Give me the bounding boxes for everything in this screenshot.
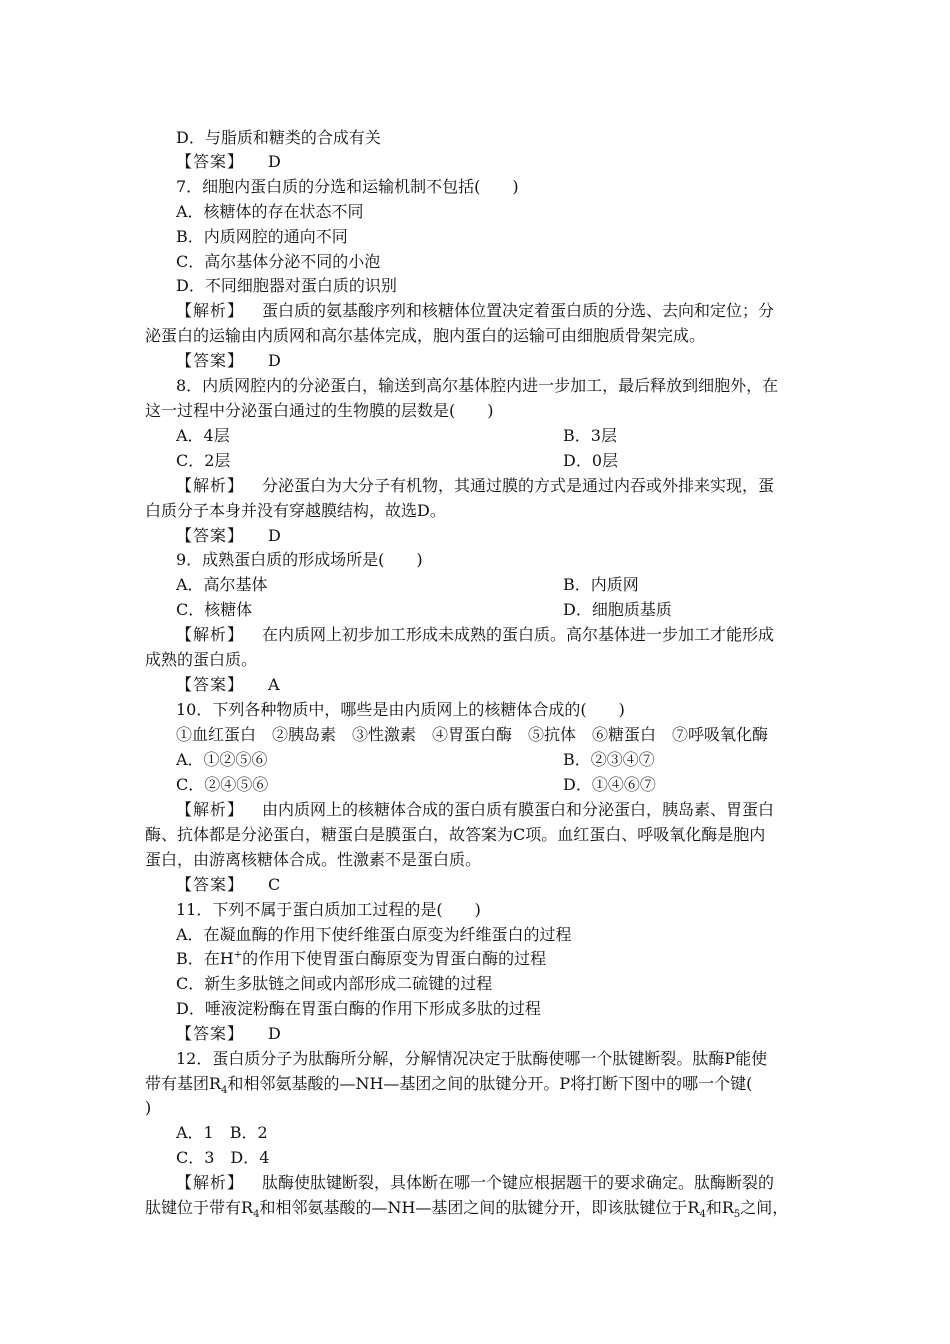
answer-10 <box>176 875 280 895</box>
answer-value: D <box>268 152 281 171</box>
question-9: 9．成熟蛋白质的形成场所是( ) <box>176 550 423 569</box>
q12-post: 和相邻氨基酸的—NH—基团之间的肽键分开。P将打断下图中的哪一个键( <box>227 1074 753 1093</box>
analysis-12-cont <box>145 1198 789 1221</box>
analysis-7 <box>176 301 774 321</box>
superscript-plus: + <box>233 949 243 961</box>
answer-value: D <box>268 526 281 545</box>
option-7a: A．核糖体的存在状态不同 <box>176 202 364 221</box>
analysis-tag: 【解析】 <box>176 301 245 320</box>
option-11b-pre: B．在H <box>176 949 234 968</box>
question-12-cont <box>145 1074 753 1097</box>
option-9d: D．细胞质基质 <box>563 600 672 619</box>
a12-and: 和R <box>705 1198 734 1217</box>
question-12-paren: ) <box>145 1098 152 1117</box>
options-12cd: C．3 D．4 <box>176 1148 270 1167</box>
analysis-10-cont2: 蛋白，由游离核糖体合成。性激素不是蛋白质。 <box>145 850 482 869</box>
option-7d: D．不同细胞器对蛋白质的识别 <box>176 276 397 295</box>
answer-tag: 【答案】 <box>176 526 245 545</box>
analysis-7-cont: 泌蛋白的运输由内质网和高尔基体完成，胞内蛋白的运输可由细胞质骨架完成。 <box>145 326 706 345</box>
analysis-text: 在内质网上初步加工形成未成熟的蛋白质。高尔基体进一步加工才能形成 <box>262 625 775 644</box>
option-8b: B．3层 <box>563 426 617 445</box>
analysis-10 <box>176 800 774 820</box>
answer-tag: 【答案】 <box>176 675 245 694</box>
question-8: 8．内质网腔内的分泌蛋白，输送到高尔基体腔内进一步加工，最后释放到细胞外，在 <box>176 376 779 395</box>
analysis-10-cont: 酶、抗体都是分泌蛋白，糖蛋白是膜蛋白，故答案为C项。血红蛋白、呼吸氧化酶是胞内 <box>145 825 766 844</box>
answer-value: C <box>268 875 281 894</box>
question-10-items: ①血红蛋白 ②胰岛素 ③性激素 ④胃蛋白酶 ⑤抗体 ⑥糖蛋白 ⑦呼吸氧化酶 <box>176 725 769 744</box>
answer-7 <box>176 351 281 371</box>
question-8-cont: 这一过程中分泌蛋白通过的生物膜的层数是( ) <box>145 401 494 420</box>
question-10: 10．下列各种物质中，哪些是由内质网上的核糖体合成的( ) <box>176 700 625 719</box>
subscript-4: 4 <box>253 1209 260 1221</box>
option-7c: C．高尔基体分泌不同的小泡 <box>176 252 381 271</box>
q12-pre: 带有基团R <box>145 1074 222 1093</box>
option-8a: A．4层 <box>176 426 230 445</box>
analysis-text: 分泌蛋白为大分子有机物，其通过膜的方式是通过内吞或外排来实现，蛋 <box>262 476 775 495</box>
option-10d: D．①④⑥⑦ <box>563 775 656 794</box>
option-9a: A．高尔基体 <box>176 575 268 594</box>
analysis-8-cont: 白质分子本身并没有穿越膜结构，故选D。 <box>145 501 446 520</box>
answer-tag: 【答案】 <box>176 875 245 894</box>
analysis-tag: 【解析】 <box>176 800 245 819</box>
option-8d: D．0层 <box>563 451 619 470</box>
analysis-tag: 【解析】 <box>176 476 245 495</box>
analysis-text: 蛋白质的氨基酸序列和核糖体位置决定着蛋白质的分选、去向和定位；分 <box>262 301 775 320</box>
subscript-4: 4 <box>221 1085 228 1097</box>
option-9c: C．核糖体 <box>176 600 253 619</box>
answer-value: D <box>268 351 281 370</box>
answer-9 <box>176 675 280 695</box>
option-10a: A．①②⑤⑥ <box>176 750 268 769</box>
analysis-9-cont: 成熟的蛋白质。 <box>145 650 258 669</box>
analysis-text: 由内质网上的核糖体合成的蛋白质有膜蛋白和分泌蛋白，胰岛素、胃蛋白 <box>262 800 775 819</box>
subscript-4: 4 <box>699 1209 706 1221</box>
answer-tag: 【答案】 <box>176 351 245 370</box>
subscript-5: 5 <box>733 1209 741 1221</box>
option-10b: B．②③④⑦ <box>563 750 655 769</box>
option-9b: B．内质网 <box>563 575 639 594</box>
question-7: 7．细胞内蛋白质的分选和运输机制不包括( ) <box>176 177 519 196</box>
option-11a: A．在凝血酶的作用下使纤维蛋白原变为纤维蛋白的过程 <box>176 925 572 944</box>
analysis-tag: 【解析】 <box>176 1173 245 1192</box>
option-7b: B．内质网腔的通向不同 <box>176 227 348 246</box>
answer-tag: 【答案】 <box>176 152 245 171</box>
option-11c: C．新生多肽链之间或内部形成二硫键的过程 <box>176 974 493 993</box>
option-11b-post: 的作用下使胃蛋白酶原变为胃蛋白酶的过程 <box>242 949 547 968</box>
option-11d: D．唾液淀粉酶在胃蛋白酶的作用下形成多肽的过程 <box>176 999 541 1018</box>
option-10c: C．②④⑤⑥ <box>176 775 269 794</box>
option-11b <box>176 949 546 969</box>
question-11: 11．下列不属于蛋白质加工过程的是( ) <box>176 900 481 919</box>
a12-end: 之间， <box>740 1198 789 1217</box>
options-12ab: A．1 B．2 <box>176 1123 268 1142</box>
answer-value: D <box>268 1024 281 1043</box>
answer-8 <box>176 526 281 546</box>
analysis-9 <box>176 625 774 645</box>
answer-tag: 【答案】 <box>176 1024 245 1043</box>
analysis-text: 肽酶使肽键断裂，具体断在哪一个键应根据题干的要求确定。肽酶断裂的 <box>262 1173 775 1192</box>
answer-6 <box>176 152 281 172</box>
option-8c: C．2层 <box>176 451 231 470</box>
question-12: 12．蛋白质分子为肽酶所分解，分解情况决定于肽酶使哪一个肽键断裂。肽酶P能使 <box>176 1049 768 1068</box>
answer-11 <box>176 1024 281 1044</box>
analysis-8 <box>176 476 774 496</box>
analysis-12 <box>176 1173 774 1193</box>
analysis-tag: 【解析】 <box>176 625 245 644</box>
answer-value: A <box>268 675 280 694</box>
a12-mid: 和相邻氨基酸的—NH—基团之间的肽键分开，即该肽键位于R <box>259 1198 700 1217</box>
a12-pre: 肽键位于带有R <box>145 1198 254 1217</box>
option-6d: D．与脂质和糖类的合成有关 <box>176 128 381 147</box>
